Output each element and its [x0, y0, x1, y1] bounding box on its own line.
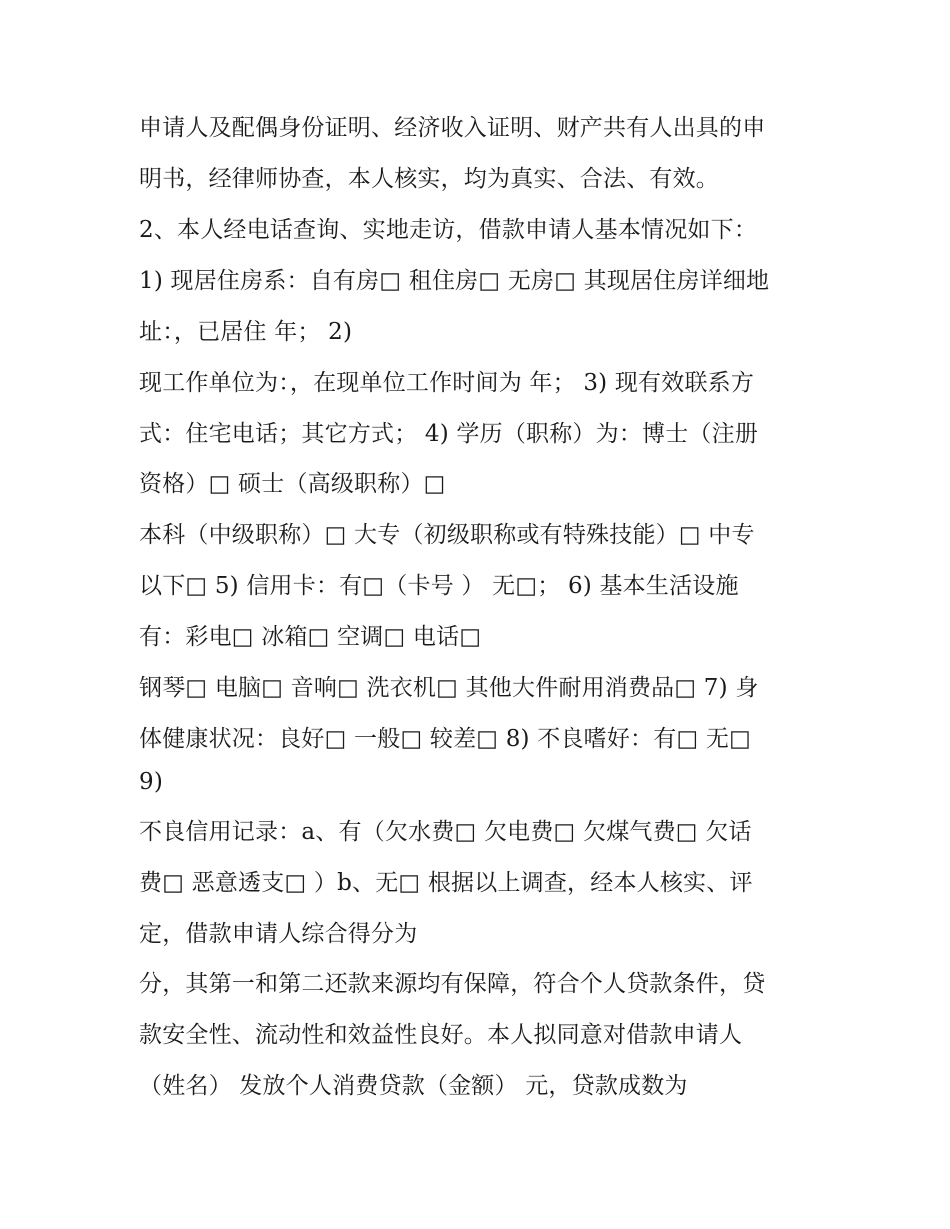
text-line: 款安全性、流动性和效益性良好。本人拟同意对借款申请人 [139, 1022, 743, 1048]
text-line: 式：住宅电话；其它方式； 4) 学历（职称）为：博士（注册 [139, 421, 759, 447]
text-line: 分，其第一和第二还款来源均有保障，符合个人贷款条件，贷 [139, 971, 766, 997]
text-line: 申请人及配偶身份证明、经济收入证明、财产共有人出具的申 [139, 115, 766, 141]
text-line: 1) 现居住房系：自有房□ 租住房□ 无房□ 其现居住房详细地 [139, 268, 770, 294]
text-line: 有：彩电□ 冰箱□ 空调□ 电话□ [139, 624, 482, 650]
text-line: 体健康状况：良好□ 一般□ 较差□ 8) 不良嗜好：有□ 无□ [139, 726, 752, 752]
text-line: 本科（中级职称）□ 大专（初级职称或有特殊技能）□ 中专 [139, 522, 755, 548]
text-line: 费□ 恶意透支□ ）b、无□ 根据以上调查，经本人核实、评 [139, 870, 753, 896]
text-line: 不良信用记录：a、有（欠水费□ 欠电费□ 欠煤气费□ 欠话 [139, 819, 752, 845]
text-line: 9) [139, 769, 164, 795]
text-line: 现工作单位为：，在现单位工作时间为 年； 3) 现有效联系方 [139, 370, 755, 396]
text-line: 2、本人经电话查询、实地走访，借款申请人基本情况如下： [139, 217, 758, 243]
text-line: 资格）□ 硕士（高级职称）□ [139, 471, 446, 497]
text-line: 址：，已居住 年； 2) [139, 319, 353, 345]
text-line: 以下□ 5) 信用卡：有□（卡号 ） 无□； 6) 基本生活设施 [139, 573, 739, 599]
text-line: 定，借款申请人综合得分为 [139, 921, 418, 947]
text-line: 钢琴□ 电脑□ 音响□ 洗衣机□ 其他大件耐用消费品□ 7) 身 [139, 675, 759, 701]
text-line: 明书，经律师协查，本人核实，均为真实、合法、有效。 [139, 166, 719, 192]
text-line: （姓名） 发放个人消费贷款（金额） 元，贷款成数为 [139, 1073, 688, 1099]
